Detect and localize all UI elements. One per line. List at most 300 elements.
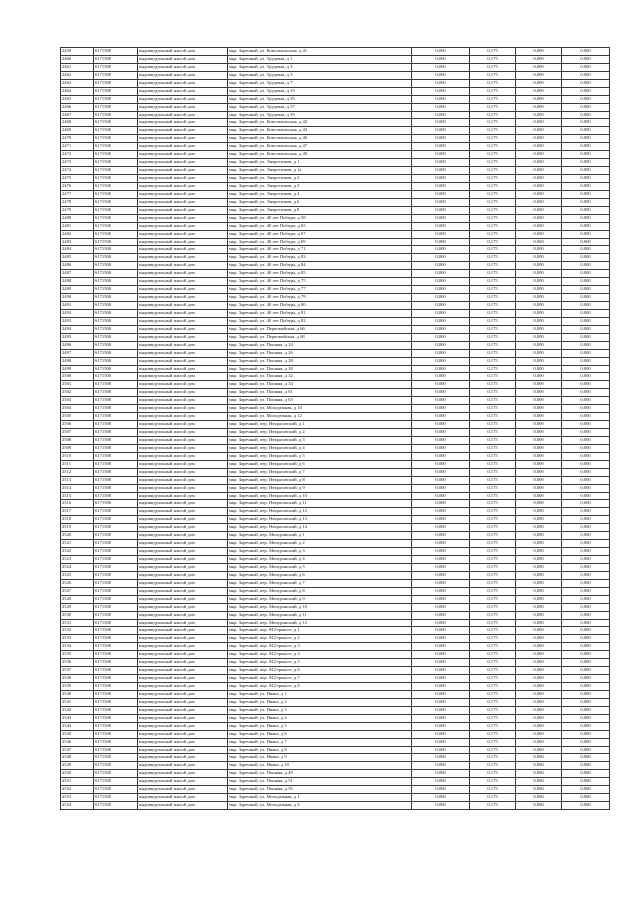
value-4-cell: 0,000: [562, 714, 610, 722]
code-cell: 6171500: [94, 190, 138, 198]
value-4-cell: 0,000: [562, 683, 610, 691]
address-cell: мкр. Заречный, ул. 40 лет Победы, д 67: [228, 230, 412, 238]
code-cell: 6171500: [94, 365, 138, 373]
value-2-cell: 0,175: [470, 111, 516, 119]
table-row: [61, 151, 610, 159]
value-3-cell: 0,000: [516, 381, 562, 389]
table-row: [61, 746, 610, 754]
code-cell: 6171500: [94, 611, 138, 619]
code-cell: 6171500: [94, 214, 138, 222]
row-number-cell: 2469: [61, 127, 94, 135]
address-cell: мкр. Заречный, ул. 40 лет Победы, д 80: [228, 302, 412, 310]
address-cell: мкр. Заречный, пер. М.Горького, д 8: [228, 683, 412, 691]
table-row: [61, 778, 610, 786]
table-row: [61, 119, 610, 127]
value-4-cell: 0,000: [562, 103, 610, 111]
code-cell: 6171500: [94, 333, 138, 341]
code-cell: 6171500: [94, 429, 138, 437]
code-cell: 6171500: [94, 421, 138, 429]
value-2-cell: 0,175: [470, 278, 516, 286]
value-3-cell: 0,000: [516, 508, 562, 516]
address-cell: мкр. Заречный, ул. Трудовая, д 1: [228, 55, 412, 63]
row-number-cell: 2489: [61, 286, 94, 294]
address-cell: мкр. Заречный, ул. Молодежная, д 12: [228, 413, 412, 421]
row-number-cell: 2515: [61, 492, 94, 500]
address-cell: мкр. Заречный, ул. Пошняя, д 51: [228, 778, 412, 786]
value-1-cell: 0,000: [412, 175, 470, 183]
code-cell: 6171500: [94, 698, 138, 706]
value-3-cell: 0,000: [516, 563, 562, 571]
value-4-cell: 0,000: [562, 492, 610, 500]
value-1-cell: 0,000: [412, 389, 470, 397]
row-number-cell: 2551: [61, 778, 94, 786]
value-2-cell: 0,175: [470, 683, 516, 691]
address-cell: мкр. Заречный, ул. Ивана, д 1: [228, 690, 412, 698]
row-number-cell: 2481: [61, 222, 94, 230]
value-1-cell: 0,000: [412, 484, 470, 492]
value-3-cell: 0,000: [516, 230, 562, 238]
object-type-cell: индивидуальный жилой дом: [138, 683, 228, 691]
row-number-cell: 2468: [61, 119, 94, 127]
table-row: [61, 143, 610, 151]
address-cell: мкр. Заречный, ул. Пошняя, д 26: [228, 349, 412, 357]
code-cell: 6171500: [94, 357, 138, 365]
value-1-cell: 0,000: [412, 762, 470, 770]
value-3-cell: 0,000: [516, 135, 562, 143]
value-3-cell: 0,000: [516, 79, 562, 87]
code-cell: 6171500: [94, 341, 138, 349]
value-2-cell: 0,175: [470, 476, 516, 484]
value-4-cell: 0,000: [562, 278, 610, 286]
value-3-cell: 0,000: [516, 111, 562, 119]
row-number-cell: 2516: [61, 500, 94, 508]
code-cell: 6171500: [94, 762, 138, 770]
value-1-cell: 0,000: [412, 190, 470, 198]
object-type-cell: индивидуальный жилой дом: [138, 468, 228, 476]
address-cell: мкр. Заречный, ул. Комсомольская, д 48: [228, 151, 412, 159]
value-1-cell: 0,000: [412, 548, 470, 556]
value-1-cell: 0,000: [412, 730, 470, 738]
code-cell: 6171500: [94, 405, 138, 413]
row-number-cell: 2520: [61, 532, 94, 540]
address-cell: мкр. Заречный, пер. Мичуринский, д 4: [228, 556, 412, 564]
code-cell: 6171500: [94, 151, 138, 159]
address-cell: мкр. Заречный, пер. Мичуринский, д 9: [228, 595, 412, 603]
value-1-cell: 0,000: [412, 690, 470, 698]
value-1-cell: 0,000: [412, 611, 470, 619]
table-row: [61, 563, 610, 571]
value-4-cell: 0,000: [562, 611, 610, 619]
object-type-cell: индивидуальный жилой дом: [138, 579, 228, 587]
code-cell: 6171500: [94, 206, 138, 214]
code-cell: 6171500: [94, 71, 138, 79]
code-cell: 6171500: [94, 492, 138, 500]
value-4-cell: 0,000: [562, 48, 610, 56]
value-3-cell: 0,000: [516, 595, 562, 603]
value-2-cell: 0,175: [470, 230, 516, 238]
value-3-cell: 0,000: [516, 794, 562, 802]
value-2-cell: 0,175: [470, 254, 516, 262]
value-3-cell: 0,000: [516, 389, 562, 397]
address-cell: мкр. Заречный, пер. Мичуринский, д 7: [228, 579, 412, 587]
value-3-cell: 0,000: [516, 333, 562, 341]
table-row: [61, 706, 610, 714]
value-4-cell: 0,000: [562, 476, 610, 484]
value-4-cell: 0,000: [562, 746, 610, 754]
address-cell: мкр. Заречный, ул. Трудовая, д 7: [228, 79, 412, 87]
table-row: [61, 802, 610, 810]
table-row: [61, 127, 610, 135]
row-number-cell: 2536: [61, 659, 94, 667]
value-2-cell: 0,175: [470, 524, 516, 532]
row-number-cell: 2530: [61, 611, 94, 619]
value-4-cell: 0,000: [562, 540, 610, 548]
value-1-cell: 0,000: [412, 294, 470, 302]
table-row: [61, 159, 610, 167]
value-4-cell: 0,000: [562, 730, 610, 738]
value-1-cell: 0,000: [412, 381, 470, 389]
object-type-cell: индивидуальный жилой дом: [138, 302, 228, 310]
value-1-cell: 0,000: [412, 635, 470, 643]
object-type-cell: индивидуальный жилой дом: [138, 532, 228, 540]
object-type-cell: индивидуальный жилой дом: [138, 246, 228, 254]
value-2-cell: 0,175: [470, 603, 516, 611]
value-4-cell: 0,000: [562, 436, 610, 444]
address-cell: мкр. Заречный, ул. Пошняя, д 32: [228, 373, 412, 381]
value-3-cell: 0,000: [516, 317, 562, 325]
value-4-cell: 0,000: [562, 182, 610, 190]
value-1-cell: 0,000: [412, 373, 470, 381]
table-row: [61, 587, 610, 595]
address-cell: мкр. Заречный, ул. 40 лет Победы, д 75: [228, 278, 412, 286]
value-1-cell: 0,000: [412, 563, 470, 571]
value-3-cell: 0,000: [516, 119, 562, 127]
value-3-cell: 0,000: [516, 262, 562, 270]
value-4-cell: 0,000: [562, 222, 610, 230]
code-cell: 6171500: [94, 278, 138, 286]
code-cell: 6171500: [94, 667, 138, 675]
address-cell: мкр. Заречный, пер. М.Горького, д 3: [228, 643, 412, 651]
row-number-cell: 2544: [61, 722, 94, 730]
value-3-cell: 0,000: [516, 325, 562, 333]
code-cell: 6171500: [94, 730, 138, 738]
table-row: [61, 524, 610, 532]
object-type-cell: индивидуальный жилой дом: [138, 500, 228, 508]
row-number-cell: 2511: [61, 460, 94, 468]
object-type-cell: индивидуальный жилой дом: [138, 381, 228, 389]
value-1-cell: 0,000: [412, 587, 470, 595]
code-cell: 6171500: [94, 175, 138, 183]
value-3-cell: 0,000: [516, 619, 562, 627]
value-4-cell: 0,000: [562, 770, 610, 778]
object-type-cell: индивидуальный жилой дом: [138, 746, 228, 754]
code-cell: 6171500: [94, 587, 138, 595]
code-cell: 6171500: [94, 119, 138, 127]
row-number-cell: 2543: [61, 714, 94, 722]
table-row: [61, 175, 610, 183]
value-4-cell: 0,000: [562, 190, 610, 198]
value-4-cell: 0,000: [562, 294, 610, 302]
object-type-cell: индивидуальный жилой дом: [138, 492, 228, 500]
row-number-cell: 2462: [61, 71, 94, 79]
code-cell: 6171500: [94, 802, 138, 810]
address-cell: мкр. Заречный, ул. 40 лет Победы, д 77: [228, 286, 412, 294]
object-type-cell: индивидуальный жилой дом: [138, 635, 228, 643]
value-4-cell: 0,000: [562, 230, 610, 238]
value-3-cell: 0,000: [516, 151, 562, 159]
value-2-cell: 0,175: [470, 286, 516, 294]
code-cell: 6171500: [94, 302, 138, 310]
value-3-cell: 0,000: [516, 770, 562, 778]
table-row: [61, 468, 610, 476]
table-row: [61, 48, 610, 56]
value-4-cell: 0,000: [562, 635, 610, 643]
address-cell: мкр. Заречный, пер. Мичуринский, д 12: [228, 619, 412, 627]
value-1-cell: 0,000: [412, 63, 470, 71]
value-4-cell: 0,000: [562, 119, 610, 127]
value-4-cell: 0,000: [562, 548, 610, 556]
address-cell: мкр. Заречный, ул. Энергетиков, д 1: [228, 159, 412, 167]
table-row: [61, 278, 610, 286]
table-row: [61, 190, 610, 198]
value-1-cell: 0,000: [412, 778, 470, 786]
object-type-cell: индивидуальный жилой дом: [138, 619, 228, 627]
table-row: [61, 349, 610, 357]
table-row: [61, 341, 610, 349]
value-1-cell: 0,000: [412, 532, 470, 540]
address-cell: мкр. Заречный, ул. Пошняя, д 28: [228, 357, 412, 365]
value-3-cell: 0,000: [516, 651, 562, 659]
value-3-cell: 0,000: [516, 683, 562, 691]
value-4-cell: 0,000: [562, 778, 610, 786]
table-row: [61, 254, 610, 262]
value-3-cell: 0,000: [516, 524, 562, 532]
object-type-cell: индивидуальный жилой дом: [138, 222, 228, 230]
object-type-cell: индивидуальный жилой дом: [138, 770, 228, 778]
value-4-cell: 0,000: [562, 698, 610, 706]
value-2-cell: 0,175: [470, 754, 516, 762]
address-cell: мкр. Заречный, пер. М.Горького, д 1: [228, 627, 412, 635]
table-row: [61, 770, 610, 778]
code-cell: 6171500: [94, 706, 138, 714]
object-type-cell: индивидуальный жилой дом: [138, 206, 228, 214]
table-row: [61, 95, 610, 103]
code-cell: 6171500: [94, 778, 138, 786]
table-row: [61, 262, 610, 270]
value-2-cell: 0,175: [470, 429, 516, 437]
value-1-cell: 0,000: [412, 595, 470, 603]
table-row: [61, 286, 610, 294]
value-3-cell: 0,000: [516, 730, 562, 738]
table-row: [61, 762, 610, 770]
table-row: [61, 794, 610, 802]
row-number-cell: 2540: [61, 690, 94, 698]
row-number-cell: 2541: [61, 698, 94, 706]
value-1-cell: 0,000: [412, 659, 470, 667]
value-3-cell: 0,000: [516, 278, 562, 286]
code-cell: 6171500: [94, 286, 138, 294]
object-type-cell: индивидуальный жилой дом: [138, 79, 228, 87]
value-4-cell: 0,000: [562, 675, 610, 683]
object-type-cell: индивидуальный жилой дом: [138, 55, 228, 63]
value-2-cell: 0,175: [470, 500, 516, 508]
address-cell: мкр. Заречный, пер. Мичуринский, д 6: [228, 571, 412, 579]
value-1-cell: 0,000: [412, 302, 470, 310]
code-cell: 6171500: [94, 579, 138, 587]
table-row: [61, 238, 610, 246]
table-row: [61, 500, 610, 508]
value-3-cell: 0,000: [516, 802, 562, 810]
value-4-cell: 0,000: [562, 317, 610, 325]
value-4-cell: 0,000: [562, 468, 610, 476]
value-1-cell: 0,000: [412, 206, 470, 214]
value-2-cell: 0,175: [470, 55, 516, 63]
address-cell: мкр. Заречный, ул. Ивана, д 7: [228, 738, 412, 746]
address-cell: мкр. Заречный, ул. Трудовая, д 37: [228, 103, 412, 111]
table-row: [61, 667, 610, 675]
value-3-cell: 0,000: [516, 444, 562, 452]
value-1-cell: 0,000: [412, 127, 470, 135]
object-type-cell: индивидуальный жилой дом: [138, 95, 228, 103]
table-row: [61, 627, 610, 635]
value-1-cell: 0,000: [412, 746, 470, 754]
code-cell: 6171500: [94, 325, 138, 333]
value-2-cell: 0,175: [470, 611, 516, 619]
code-cell: 6171500: [94, 770, 138, 778]
code-cell: 6171500: [94, 48, 138, 56]
value-4-cell: 0,000: [562, 55, 610, 63]
code-cell: 6171500: [94, 270, 138, 278]
value-3-cell: 0,000: [516, 500, 562, 508]
value-2-cell: 0,175: [470, 540, 516, 548]
value-1-cell: 0,000: [412, 722, 470, 730]
value-2-cell: 0,175: [470, 587, 516, 595]
address-cell: мкр. Заречный, ул. 40 лет Победы, д 69: [228, 238, 412, 246]
object-type-cell: индивидуальный жилой дом: [138, 135, 228, 143]
value-4-cell: 0,000: [562, 127, 610, 135]
row-number-cell: 2483: [61, 238, 94, 246]
value-3-cell: 0,000: [516, 675, 562, 683]
table-row: [61, 135, 610, 143]
value-1-cell: 0,000: [412, 579, 470, 587]
value-1-cell: 0,000: [412, 603, 470, 611]
code-cell: 6171500: [94, 746, 138, 754]
table-row: [61, 714, 610, 722]
value-2-cell: 0,175: [470, 270, 516, 278]
object-type-cell: индивидуальный жилой дом: [138, 667, 228, 675]
row-number-cell: 2527: [61, 587, 94, 595]
object-type-cell: индивидуальный жилой дом: [138, 111, 228, 119]
value-4-cell: 0,000: [562, 421, 610, 429]
value-4-cell: 0,000: [562, 365, 610, 373]
address-cell: мкр. Заречный, ул. 40 лет Победы, д 83: [228, 254, 412, 262]
value-1-cell: 0,000: [412, 87, 470, 95]
object-type-cell: индивидуальный жилой дом: [138, 524, 228, 532]
row-number-cell: 2538: [61, 675, 94, 683]
object-type-cell: индивидуальный жилой дом: [138, 802, 228, 810]
value-2-cell: 0,175: [470, 556, 516, 564]
object-type-cell: индивидуальный жилой дом: [138, 309, 228, 317]
table-row: [61, 516, 610, 524]
value-3-cell: 0,000: [516, 452, 562, 460]
row-number-cell: 2465: [61, 95, 94, 103]
value-3-cell: 0,000: [516, 571, 562, 579]
value-3-cell: 0,000: [516, 159, 562, 167]
object-type-cell: индивидуальный жилой дом: [138, 436, 228, 444]
address-cell: мкр. Заречный, ул. Молодежная, д 10: [228, 405, 412, 413]
row-number-cell: 2526: [61, 579, 94, 587]
value-2-cell: 0,175: [470, 508, 516, 516]
value-3-cell: 0,000: [516, 579, 562, 587]
row-number-cell: 2460: [61, 55, 94, 63]
code-cell: 6171500: [94, 127, 138, 135]
row-number-cell: 2532: [61, 627, 94, 635]
row-number-cell: 2554: [61, 802, 94, 810]
value-3-cell: 0,000: [516, 635, 562, 643]
value-3-cell: 0,000: [516, 127, 562, 135]
row-number-cell: 2519: [61, 524, 94, 532]
row-number-cell: 2524: [61, 563, 94, 571]
value-2-cell: 0,175: [470, 357, 516, 365]
value-1-cell: 0,000: [412, 79, 470, 87]
code-cell: 6171500: [94, 254, 138, 262]
object-type-cell: индивидуальный жилой дом: [138, 333, 228, 341]
value-1-cell: 0,000: [412, 627, 470, 635]
value-4-cell: 0,000: [562, 95, 610, 103]
code-cell: 6171500: [94, 55, 138, 63]
object-type-cell: индивидуальный жилой дом: [138, 127, 228, 135]
value-2-cell: 0,175: [470, 627, 516, 635]
code-cell: 6171500: [94, 683, 138, 691]
table-row: [61, 357, 610, 365]
value-3-cell: 0,000: [516, 492, 562, 500]
value-4-cell: 0,000: [562, 722, 610, 730]
value-3-cell: 0,000: [516, 55, 562, 63]
value-3-cell: 0,000: [516, 87, 562, 95]
value-1-cell: 0,000: [412, 214, 470, 222]
table-row: [61, 643, 610, 651]
object-type-cell: индивидуальный жилой дом: [138, 611, 228, 619]
value-3-cell: 0,000: [516, 413, 562, 421]
address-cell: мкр. Заречный, ул. Энергетиков, д 3: [228, 182, 412, 190]
value-4-cell: 0,000: [562, 500, 610, 508]
value-2-cell: 0,175: [470, 659, 516, 667]
code-cell: 6171500: [94, 516, 138, 524]
code-cell: 6171500: [94, 540, 138, 548]
row-number-cell: 2488: [61, 278, 94, 286]
value-3-cell: 0,000: [516, 436, 562, 444]
row-number-cell: 2507: [61, 429, 94, 437]
value-3-cell: 0,000: [516, 198, 562, 206]
value-3-cell: 0,000: [516, 468, 562, 476]
value-1-cell: 0,000: [412, 357, 470, 365]
value-2-cell: 0,175: [470, 492, 516, 500]
value-2-cell: 0,175: [470, 579, 516, 587]
address-cell: мкр. Заречный, пер. Некрасовский, д 4: [228, 444, 412, 452]
table-row: [61, 373, 610, 381]
code-cell: 6171500: [94, 87, 138, 95]
value-2-cell: 0,175: [470, 135, 516, 143]
value-3-cell: 0,000: [516, 778, 562, 786]
value-4-cell: 0,000: [562, 79, 610, 87]
object-type-cell: индивидуальный жилой дом: [138, 444, 228, 452]
value-3-cell: 0,000: [516, 659, 562, 667]
address-cell: мкр. Заречный, ул. Пошняя, д 30: [228, 365, 412, 373]
value-4-cell: 0,000: [562, 587, 610, 595]
code-cell: 6171500: [94, 230, 138, 238]
value-3-cell: 0,000: [516, 698, 562, 706]
row-number-cell: 2553: [61, 794, 94, 802]
